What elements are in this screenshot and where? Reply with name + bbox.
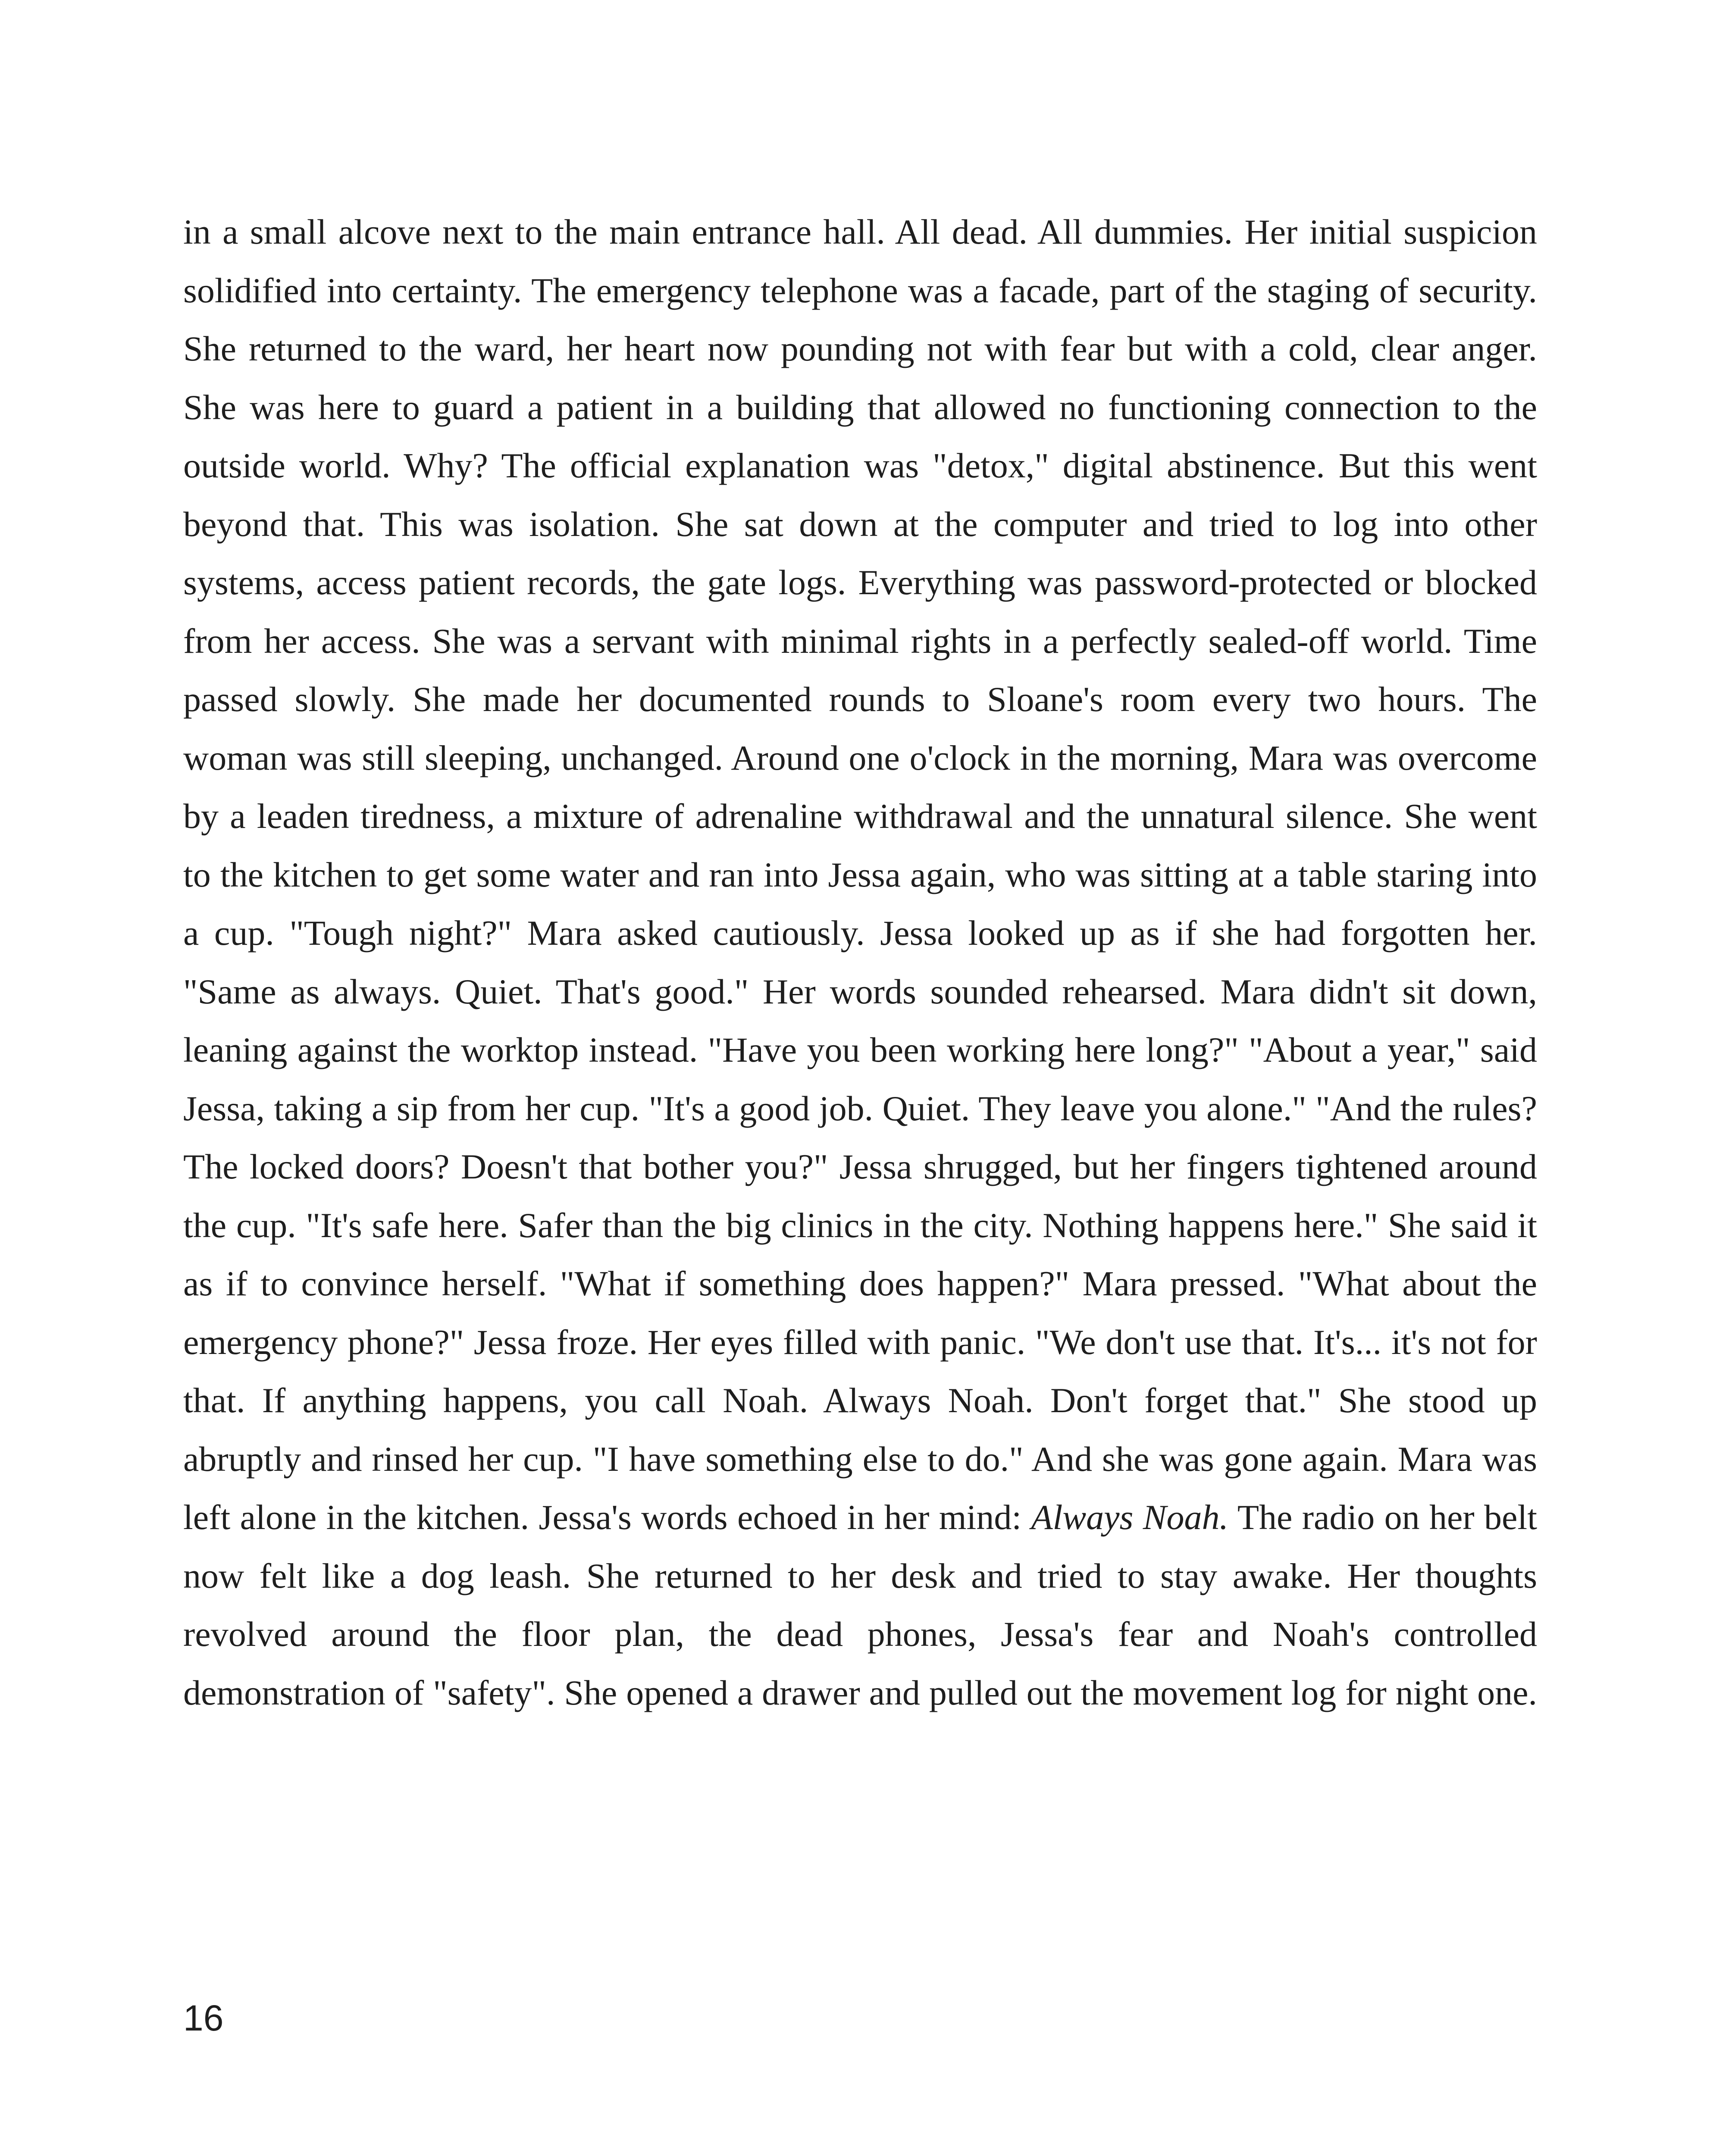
italic-phrase: Always Noah. xyxy=(1031,1498,1228,1537)
paragraph-text-start: in a small alcove next to the main entrance hall. All dead. All dummies. Her initial suspicion solidified into certainty. The emergency telephone was a facade, part of the staging of security. She returned to the ward, her heart now pounding not with fear but with a cold, clear anger. She was here to guard a patient in a building that allowed no functioning connection to the outside world. Why? The official explanation was "detox," digital abstinence. But this went beyond that. This was isolation. She sat down at the computer and tried to log into other systems, access patient records, the gate logs. Everything was password-protected or blocked from her access. She was a servant with minimal rights in a perfectly sealed-off world. Time passed slowly. She made her documented rounds to Sloane's room every two hours. The woman was still sleeping, unchanged. Around one o'clock in the morning, Mara was overcome by a leaden tiredness, a mixture of adrenaline withdrawal and the unnatural silence. She went to the kitchen to get some water and ran into Jessa again, who was sitting at a table staring into a cup. "Tough night?" Mara asked cautiously. Jessa looked up as if she had forgotten her. "Same as always. Quiet. That's good." Her words sounded rehearsed. Mara didn't sit down, leaning against the worktop instead. "Have you been working here long?" "About a year," said Jessa, taking a sip from her cup. "It's a good job. Quiet. They leave you alone." "And the rules? The locked doors? Doesn't that bother you?" Jessa shrugged, but her fingers tightened around the cup. "It's safe here. Safer than the big clinics in the city. Nothing happens here." She said it as if to convince herself. "What if something does happen?" Mara pressed. "What about the emergency phone?" Jessa froze. Her eyes filled with panic. "We don't use that. It's... it's not for that. If anything happens, you call Noah. Always Noah. Don't forget that." She stood up abruptly and rinsed her cup. "I have something else to do." And she was gone again. Mara was left alone in the kitchen. Jessa's words echoed in her mind: xyxy=(183,212,1537,1537)
page-number: 16 xyxy=(183,1998,224,2038)
body-paragraph xyxy=(183,203,1537,1722)
paragraph-text-end: The radio on her belt now felt like a dog leash. She returned to her desk and tried to stay awake. Her thoughts revolved around the floor plan, the dead phones, Jessa's fear and Noah's controlled demonstration of "safety". She opened a drawer and pulled out the movement log for night one. xyxy=(183,1498,1538,1712)
